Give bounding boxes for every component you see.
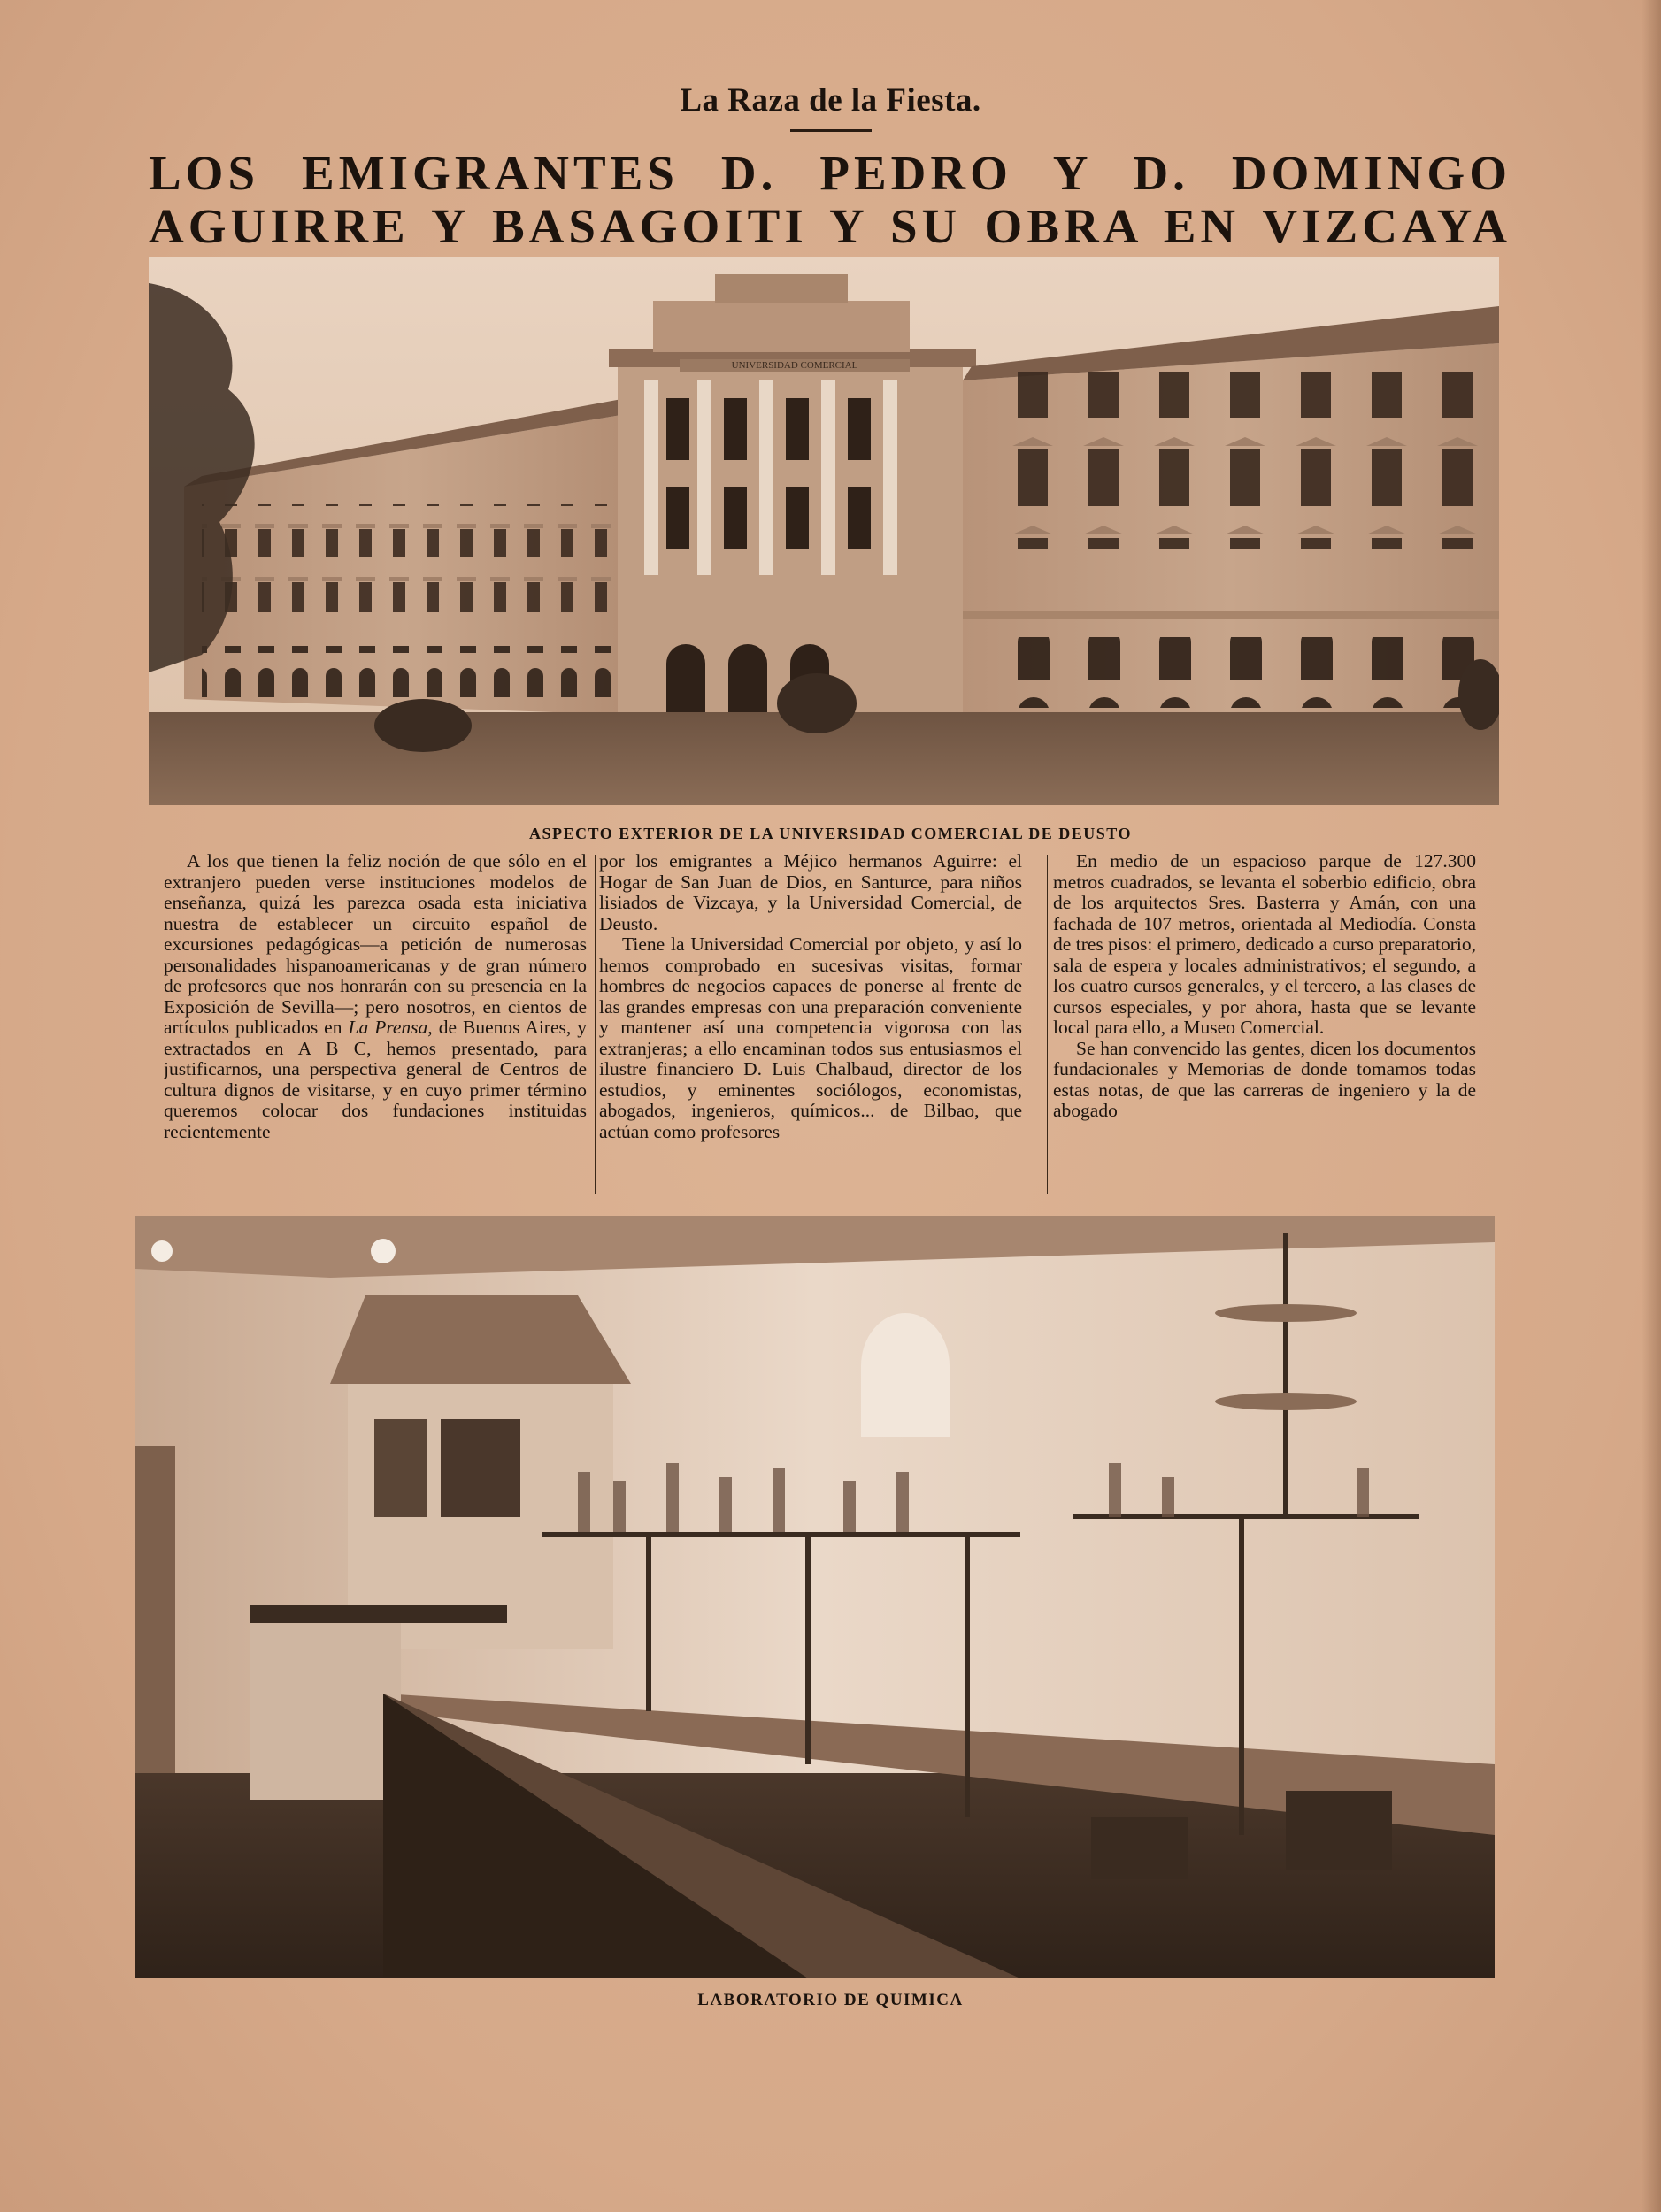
newspaper-name: La Prensa, bbox=[348, 1017, 433, 1038]
article-column-2 bbox=[599, 851, 1022, 1194]
top-photo-caption: ASPECTO EXTERIOR DE LA UNIVERSIDAD COMERCIAL DE DEUSTO bbox=[529, 825, 1132, 842]
bottom-photo-caption: LABORATORIO DE QUIMICA bbox=[697, 1991, 964, 2009]
column-1-paragraph: A los que tienen la feliz noción de que sólo en el extranjero pueden verse instituciones modelos de enseñanza, quizá les parezca osada esta iniciativa nuestra de establecer un circuito español de excursiones pedagógicas—a petición de numerosas personalidades hispanoamericanas y de gran número de profesores que nos honrarán con su presencia en la Exposición de Sevilla—; pero nosotros, en cientos de artículos publicados en La Prensa, de Buenos Aires, y extractados en A B C, hemos presentado, para justificarnos, una perspectiva general de Centros de cultura dignos de visitarse, y en cuyo primer término queremos colocar dos fundaciones instituidas recientemente bbox=[164, 851, 587, 1142]
section-kicker: La Raza de la Fiesta. bbox=[680, 82, 981, 119]
article-column-3 bbox=[1053, 851, 1476, 1194]
column-2-paragraph-2: Tiene la Universidad Comercial por objeto, y así lo hemos comprobado en sucesivas visitas, formar hombres de negocios capaces de ponerse al frente de las grandes empresas con una preparación conveniente y mantener así una competencia vigorosa con las extranjeras; a ello encaminan todos sus entusiasmos el ilustre financiero D. Luis Chalbaud, director de los estudios, y eminentes sociólogos, economistas, abogados, ingenieros, químicos... de Bilbao, que actúan como profesores bbox=[599, 933, 1022, 1142]
headline-line-1: LOS EMIGRANTES D. PEDRO Y D. DOMINGO bbox=[149, 146, 1511, 200]
column-3-paragraph-1: En medio de un espacioso parque de 127.300 metros cuadrados, se levanta el soberbio edificio, obra de los arquitectos Sres. Basterra y Amán, con una fachada de 107 metros, orientada al Mediodía. Consta de tres pisos: el primero, dedicado a curso preparatorio, sala de espera y locales administrativos; el segundo, a los cuatro cursos generales, y el tercero, a las clases de cursos especiales, y por ahora, hasta que se levante local para ello, a Museo Comercial. bbox=[1053, 851, 1476, 1038]
university-exterior-photo bbox=[149, 257, 1499, 805]
column-divider-2 bbox=[1047, 855, 1048, 1194]
column-divider-1 bbox=[595, 855, 596, 1194]
chemistry-laboratory-photo bbox=[135, 1216, 1495, 1978]
page-edge-shadow bbox=[1642, 0, 1661, 2212]
column-3-paragraph-2: Se han convencido las gentes, dicen los documentos fundacionales y Memorias de donde tomamos todas estas notas, de que las carreras de ingeniero y la de abogado bbox=[1053, 1037, 1476, 1121]
article-column-1 bbox=[164, 851, 587, 1194]
column-2-paragraph-1: por los emigrantes a Méjico hermanos Aguirre: el Hogar de San Juan de Dios, en Santurce, para niños lisiados de Vizcaya, y la Universidad Comercial, de Deusto. bbox=[599, 851, 1022, 934]
facade-sign-text: UNIVERSIDAD COMERCIAL bbox=[731, 360, 858, 371]
headline-line-2: AGUIRRE Y BASAGOITI Y SU OBRA EN VIZCAYA bbox=[149, 199, 1511, 253]
kicker-rule bbox=[790, 129, 872, 132]
